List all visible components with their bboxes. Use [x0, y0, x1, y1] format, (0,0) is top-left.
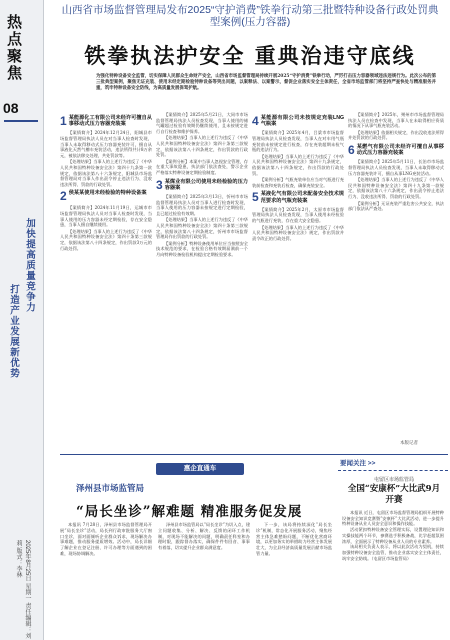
case-title: 某液化气有限公司未配备安全技术规范要求的气瓶充装案 [260, 191, 344, 204]
case-title: 侯某某使用未经检验的特种设备案 [68, 190, 147, 197]
bottom-paragraph: 下一步，该局将持续深化“局长坐诊”机制，常态化开展服务活动，聚焦经营主体急难愁盼问题，不断优化营商环境，以更加务实的举措助力经营主体发展壮大，为全县经济高质量发展贡献市场监管力量。 [256, 522, 332, 556]
article-kicker: 山西省市场监督管理局发布2025“守护消费”铁拳行动第三批暨特种设备行政处罚典型案例(压力容器) [61, 4, 439, 28]
section-divider [60, 454, 448, 455]
issue-date: 2025年8月25日 星期一 责任编辑：刘莉 版式：李林 [15, 540, 30, 639]
bottom-paragraph: 本报讯 7月28日，泽州县市场监督管理局开展“局长坐诊”活动，局长到行政审批服务大厅窗口坐诊，面对面倾听企业群众诉求，现场解决办事难题，推动服务提质增效。活动中，局长详细了解企业在登记注册、许可办理等方面遇到的困难，现场协调解决。 [60, 522, 152, 556]
case-paragraph: 【案情简介】2024年11月19日，运城市市场监督管理局执法人员对当事人检查时发现，当事人使用的压力容器未经定期检验，存在安全隐患，当事人擅自继续使用。 [60, 205, 152, 228]
case-paragraph: 【案情简介】2025年4月，吕梁市市场监督管理局执法人员检查发现，当事人在对车用气瓶充装前未按规定进行检查，存在充装超期未检气瓶的违法行为。 [252, 130, 344, 153]
bottom-story-org: 泽州县市场监管局 [76, 484, 145, 494]
bottom-column [60, 522, 152, 640]
article-column [252, 112, 344, 442]
case-number: 1 [60, 114, 67, 128]
case-paragraph: 【案情简介】2025年3月13日，忻州市市场监督管理局执法人员对当事人进行检查时发现，当事人使用的压力容器未按规定进行定期检验，且已超过检验有效期。 [156, 193, 248, 216]
sidebar-slogan-1: 加快提高质量竞争力 [24, 218, 35, 313]
editor-credit: 本版记者 [400, 440, 418, 445]
bottom-story-title: “局长坐诊”解难题 精准服务促发展 [76, 504, 303, 520]
case-paragraph: 【案例分析】本案中当事人忽视安全管理，存在重大事故隐患，执法部门依法查处，警示企业严格落实特种设备定期检验制度。 [156, 158, 248, 175]
side-news-paragraph: 活动紧扣特种设备安全管理实际，设置理论知识和实操技能两个环节，参赛选手积极备战，比学赶超氛围浓厚，全面展示了特种设备从业人员的专业素养。 [342, 527, 444, 544]
page-number: 08 [3, 100, 19, 116]
case-heading [252, 115, 344, 127]
case-heading [252, 191, 344, 203]
case-paragraph: 【案情简介】2025年2月，太原市市场监督管理局执法人员检查发现，当事人使用未经检验的气瓶进行充装，存在重大安全隐患。 [252, 206, 344, 223]
section-sidebar [0, 0, 44, 640]
case-paragraph: 【处理结果】当事人的上述行为违反了《中华人民共和国特种设备安全法》第四十九条规定，依据该法第八十四条规定，作出罚款的行政处罚。 [252, 153, 344, 176]
case-paragraph: 【处理结果】当事人的上述行为违反了《中华人民共和国特种设备安全法》第四十九条第一款规定，依据该法第八十六条规定，阳城县市场监督管理局对当事人作出责令停止违法行为、没收违法所得、罚款的行政处罚。 [60, 159, 152, 187]
case-heading [60, 115, 152, 127]
side-news-paragraph: 本报讯 近日，屯留区市场监督管理局组织开展特种设备安全知识竞赛暨“安康杯”大比武活动，进一步提升特种设备从业人员安全意识和操作技能。 [342, 510, 444, 527]
case-paragraph: 【案情简介】2025年，朔州市市场监督管理局执法人员在检查中发现，当事人在未取得相应资质的情况下从事气瓶充装活动。 [348, 112, 444, 129]
bottom-column [158, 522, 250, 640]
case-paragraph: 【案例分析】特种设备使用单位应当按照安全技术规范的要求，在检验合格有效期届满前一个月向特种设备检验机构提出定期检验要求。 [156, 240, 248, 257]
article-column [60, 112, 152, 442]
case-paragraph: 【处理结果】当事人的上述行为违反了《中华人民共和国特种设备安全法》规定，作出罚款并责令改正的行政处罚。 [252, 224, 344, 241]
case-number: 4 [252, 114, 259, 128]
case-heading [348, 144, 444, 156]
case-title: 某煤业有限公司使用未经检验的压力容器案 [164, 178, 248, 191]
case-paragraph: 【案例分析】无证充装严重危害公共安全，执法部门依法从严查处。 [348, 200, 444, 212]
side-news-body [342, 510, 444, 636]
case-heading [156, 179, 248, 191]
case-title: 某能源化工有限公司未经许可擅自从事移动式压力容器充装案 [68, 115, 152, 128]
case-heading [60, 190, 152, 202]
feature-banner: 惠企直通车 [156, 463, 244, 475]
bottom-column [256, 522, 332, 640]
sidebar-slogan-2: 打造产业发展新优势 [8, 284, 19, 379]
side-news-kicker: 屯留区市场监管局 [373, 477, 414, 483]
case-number: 5 [252, 190, 259, 205]
case-paragraph: 【处理结果】当事人的上述行为违反了《中华人民共和国特种设备安全法》第四十条第三款规定，依据该法第八十四条规定，作出罚款的行政处罚。 [156, 135, 248, 158]
case-number: 6 [348, 142, 355, 157]
case-paragraph: 【案情简介】2024年12月24日，阳城县市场监督管理局执法人员在对当事人检查时发现，当事人未取得移动式压力容器充装许可，擅自从事液化天然气槽车充装活动，违法所得共计8万余元，被依法移交处理，共处罚款等。 [60, 130, 152, 158]
case-paragraph: 【案例分析】气瓶充装单位应当对气瓶进行充装前检查和充装后检查，确保充装安全。 [252, 177, 344, 188]
sidebar-rule [4, 120, 38, 122]
article-lead: 为强化特种设备安全监管，切实保障人民群众生命财产安全，山西省市场监督管理局持续开展2025“守护消费”铁拳行动，严厉打击压力容器领域违法违规行为。此次公布的第三批典型案例，聚焦无证充装、使用未经定期检验特种设备等突出问题，以案释法、以案警示，督促企业落实安全主体责任，全省市场监管部门将坚持严查快处与精准服务并重，筑牢特种设备安全防线，为高质量发展保驾护航。 [96, 74, 436, 91]
side-news-paragraph: 该局相关负责人表示，将以此次活动为契机，持续加强特种设备安全监管，推动企业落实安全主体责任，筑牢安全防线。（屯留区市场监管局） [342, 544, 444, 561]
section-title: 热点聚焦 [5, 14, 23, 82]
case-title: 某能源有限公司未按规定充装LNG气瓶案 [260, 115, 344, 128]
case-paragraph: 【处理结果】当事人的上述行为违反了《中华人民共和国特种设备安全法》第四十条第三款规定，依据该法第八十四条规定，忻州市市场监督管理局作出罚款的行政处罚。 [156, 217, 248, 240]
case-paragraph: 【处理结果】依据相关规定，作出没收违法所得并处罚款的行政处罚。 [348, 129, 444, 141]
case-number: 3 [156, 177, 163, 192]
bottom-paragraph: 泽州县市场监管局以“局长坐诊”为切入点，建立问题收集、分析、解决、反馈的闭环工作机制，对现场不能解决的问题，明确责任科室和办理时限，跟踪督办落实，确保件件有回音、事事有着落，切实提升企业群众满意度。 [158, 522, 250, 551]
article-headline: 铁拳执法护安全 重典治违守底线 [84, 43, 416, 68]
side-news-label: 要闻关注 >> [340, 460, 376, 467]
case-paragraph: 【案情简介】2025年5月11日，长治市市场监督管理局执法人员检查发现，当事人未取得移动式压力容器充装许可，擅自从事LNG充装活动。 [348, 159, 444, 176]
side-news-title: 全国“安康杯”大比武9月开赛 [347, 484, 441, 505]
article-column [348, 112, 444, 442]
case-paragraph: 【处理结果】当事人的上述行为违反了《中华人民共和国特种设备安全法》第四十条第三款规定，依据该法第八十四条规定，作出罚款3万元的行政处罚。 [60, 228, 152, 251]
case-paragraph: 【处理结果】当事人的上述行为违反了《中华人民共和国特种设备安全法》第四十九条第一款规定，依据该法第八十六条规定，作出责令停止违法行为、没收违法所得、罚款的行政处罚。 [348, 177, 444, 199]
case-paragraph: 【案情简介】2025年5月21日，大同市市场监督管理局执法人员检查发现，当事人使用的储气罐超过检验有效期仍继续使用，且未按规定进行自行检查和维护保养。 [156, 112, 248, 134]
case-number: 2 [60, 189, 67, 204]
case-title: 某燃气有限公司未经许可擅自从事移动式压力容器充装案 [356, 143, 444, 157]
article-column [156, 112, 248, 442]
